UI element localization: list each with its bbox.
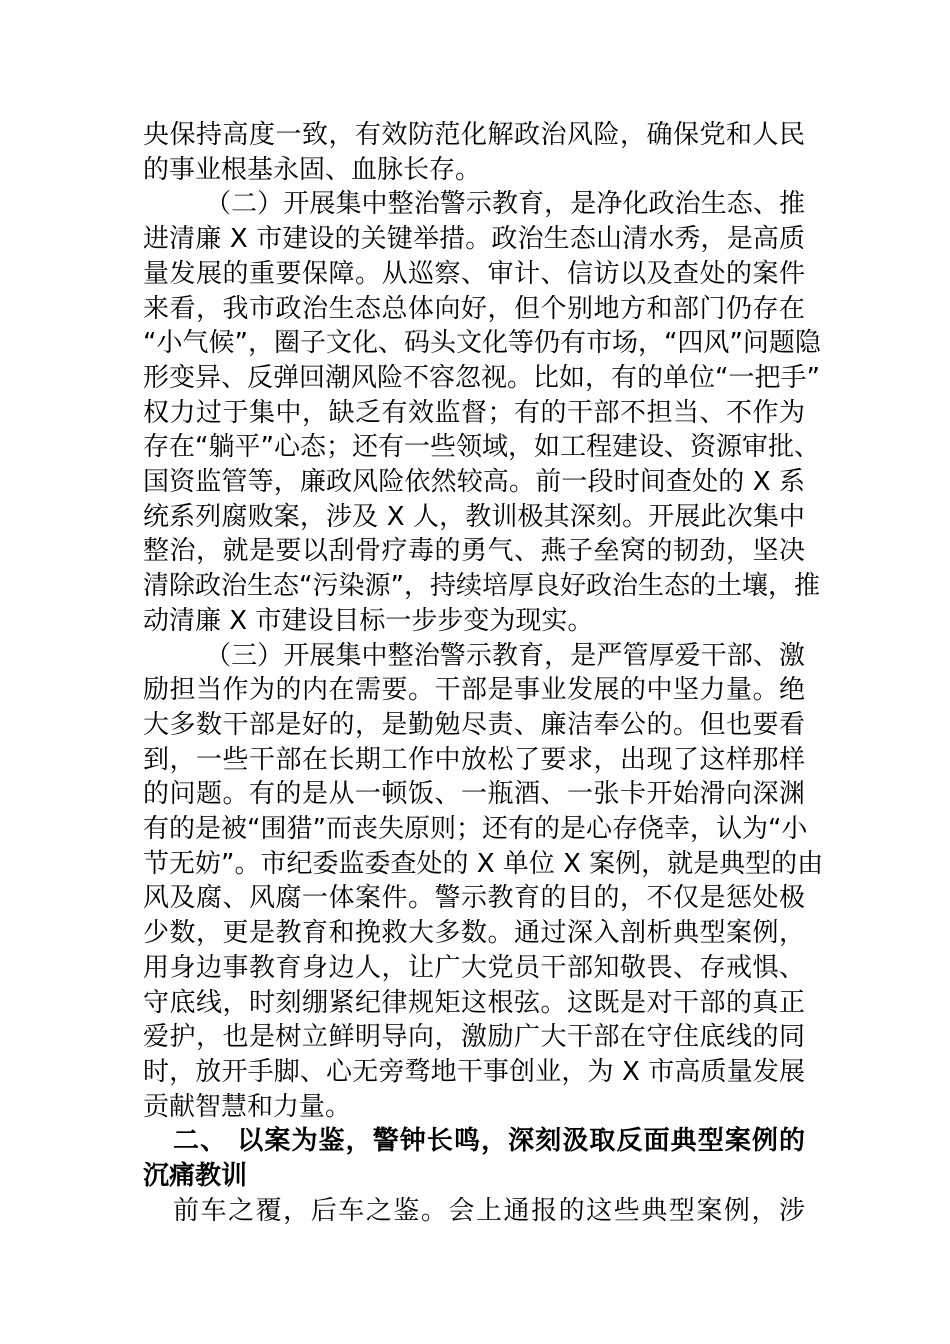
paragraph-line: （三）开展集中整治警示教育，是严管厚爱干部、激 [205,640,805,671]
paragraph-line: 少数，更是教育和挽救大多数。通过深入剖析典型案例， [143,918,805,949]
paragraph-line: 时，放开手脚、心无旁骛地干事创业，为 X 市高质量发展 [143,1056,805,1087]
paragraph-line: 整治，就是要以刮骨疗毒的勇气、燕子垒窝的韧劲，坚决 [143,536,805,567]
paragraph-line: 清除政治生态“污染源”，持续培厚良好政治生态的土壤，推 [143,571,820,602]
paragraph-line: 贡献智慧和力量。 [143,1091,352,1122]
paragraph-line: 的事业根基永固、血脉长存。 [143,154,482,185]
section-heading-line: 沉痛教训 [143,1161,248,1191]
paragraph-line: 动清廉 X 市建设目标一步步变为现实。 [143,605,594,636]
paragraph-line: 节无妨”。市纪委监委查处的 X 单位 X 案例，就是典型的由 [143,848,824,879]
paragraph-line: 前车之覆，后车之鉴。会上通报的这些典型案例，涉 [173,1195,805,1226]
paragraph-line: 形变异、反弹回潮风险不容忽视。比如，有的单位“一把手” [143,362,820,393]
paragraph-line: 有的是被“围猎”而丧失原则；还有的是心存侥幸，认为“小 [143,814,808,844]
paragraph-line: 量发展的重要保障。从巡察、审计、信访以及查处的案件 [143,258,805,289]
paragraph-line: 守底线，时刻绷紧纪律规矩这根弦。这既是对干部的真正 [143,987,805,1018]
paragraph-line: （二）开展集中整治警示教育，是净化政治生态、推 [205,189,805,220]
paragraph-line: 风及腐、风腐一体案件。警示教育的目的，不仅是惩处极 [143,883,805,914]
paragraph-line: 到，一些干部在长期工作中放松了要求，出现了这样那样 [143,744,805,775]
paragraph-line: 大多数干部是好的，是勤勉尽责、廉洁奉公的。但也要看 [143,709,805,740]
paragraph-line: 进清廉 X 市建设的关键举措。政治生态山清水秀，是高质 [143,224,805,255]
section-heading-line: 二、 以案为鉴，警钟长鸣，深刻汲取反面典型案例的 [173,1126,805,1157]
paragraph-line: 励担当作为的内在需要。干部是事业发展的中坚力量。绝 [143,675,805,706]
paragraph-line: 国资监管等，廉政风险依然较高。前一段时间查处的 X 系 [143,467,805,497]
paragraph-line: 统系列腐败案，涉及 X 人，教训极其深刻。开展此次集中 [143,501,805,532]
paragraph-line: 的问题。有的是从一顿饭、一瓶酒、一张卡开始滑向深渊 [143,779,805,810]
paragraph-line: 用身边事教育身边人，让广大党员干部知敬畏、存戒惧、 [143,952,805,983]
paragraph-line: 权力过于集中，缺乏有效监督；有的干部不担当、不作为 [143,397,805,428]
paragraph-line: “小气候”，圈子文化、码头文化等仍有市场，“四风”问题隐 [143,328,821,359]
paragraph-line: 爱护，也是树立鲜明导向，激励广大干部在守住底线的同 [143,1022,805,1053]
paragraph-line: 存在“躺平”心态；还有一些领域，如工程建设、资源审批、 [143,432,820,463]
paragraph-line: 来看，我市政治生态总体向好，但个别地方和部门仍存在 [143,293,805,324]
paragraph-line: 央保持高度一致，有效防范化解政治风险，确保党和人民 [143,120,805,150]
